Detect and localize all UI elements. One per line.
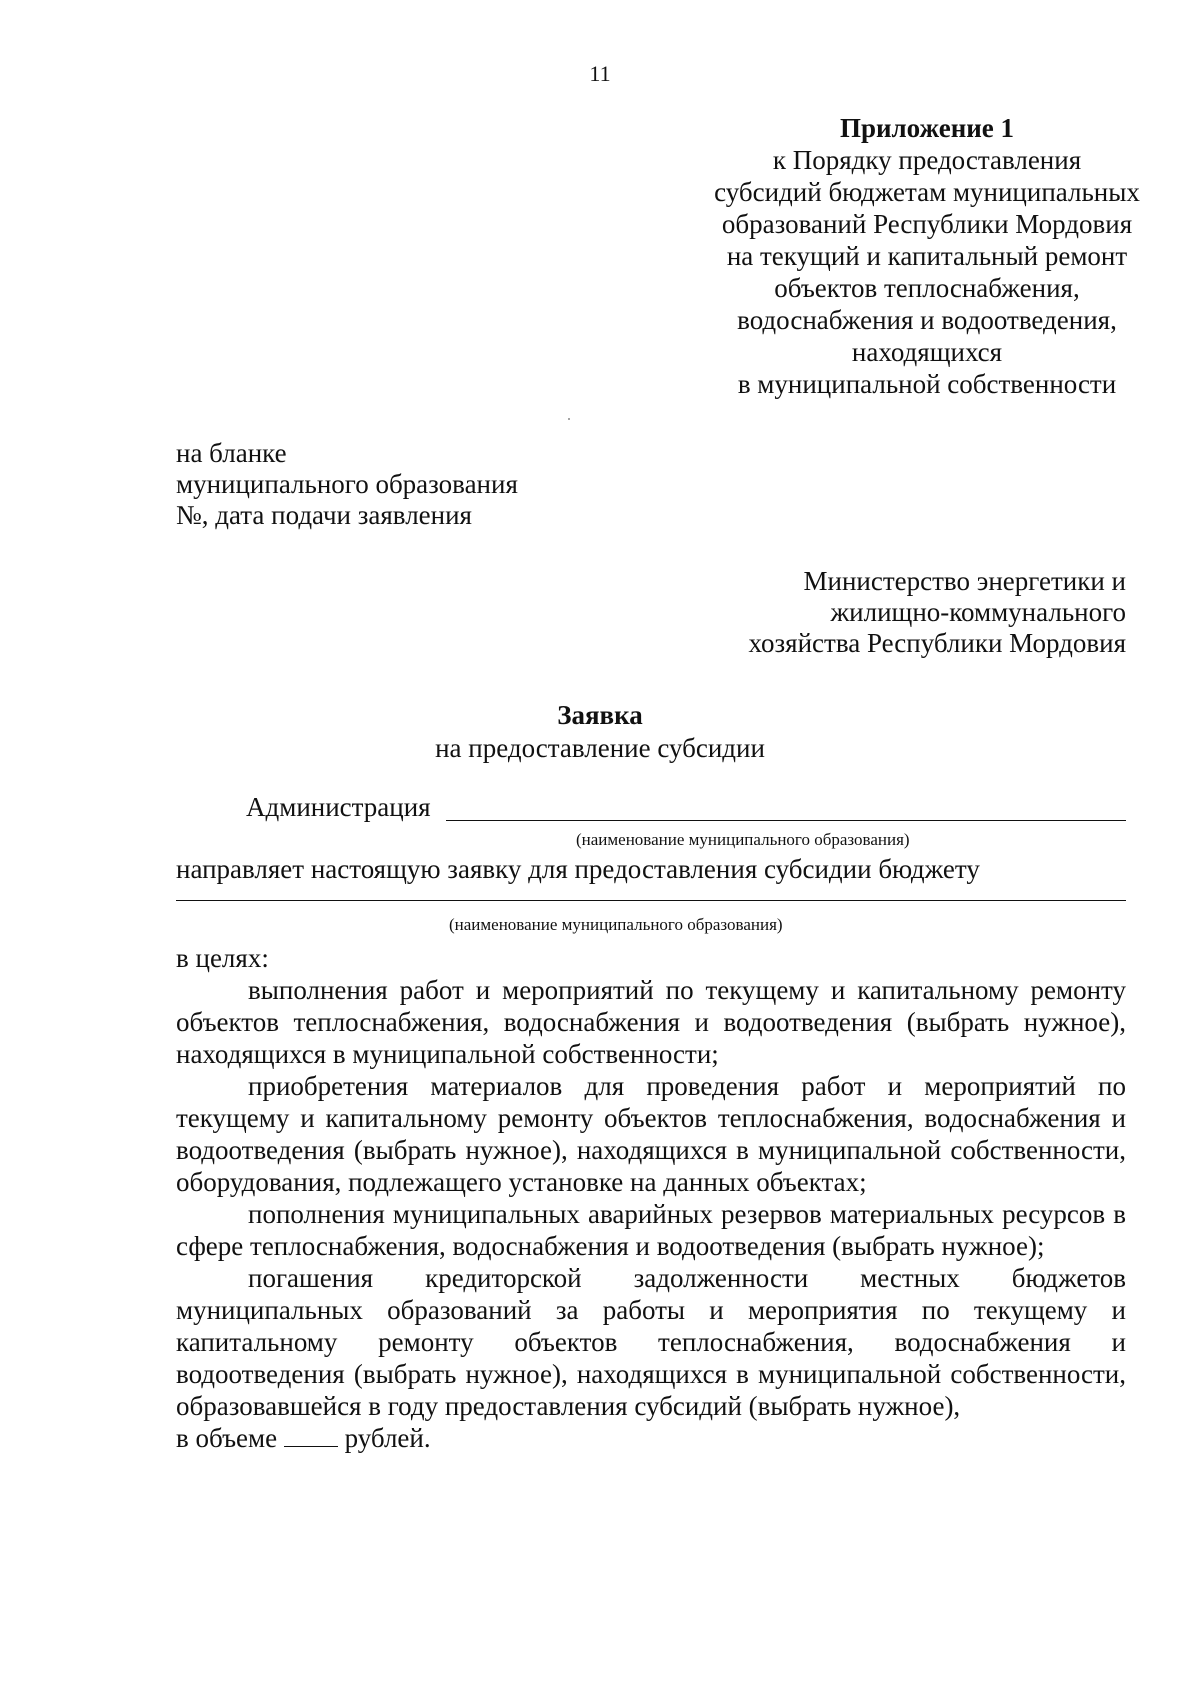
goal-paragraph: пополнения муниципальных аварийных резервов материальных ресурсов в сфере теплоснабжения, водоснабжения и водоотведения (выбрать нужное); xyxy=(176,1199,1126,1261)
goal-paragraph: приобретения материалов для проведения работ и мероприятий по текущему и капитальному ремонту объектов теплоснабжения, водоснабжения и водоотведения (выбрать нужное), находящихся в муниципальной собственности, оборудования, подлежащего установке на данных объектах; xyxy=(176,1071,1126,1197)
letterhead-note xyxy=(176,438,736,531)
recipient-line: хозяйства Республики Мордовия xyxy=(748,628,1126,658)
volume-suffix: рублей. xyxy=(344,1423,431,1453)
sends-statement: направляет настоящую заявку для предоставления субсидии бюджету xyxy=(176,854,980,884)
administration-name-field[interactable] xyxy=(446,820,1126,821)
volume-line xyxy=(176,1422,1126,1454)
goals-label: в целях: xyxy=(176,943,269,973)
field-caption: (наименование муниципального образования) xyxy=(576,830,910,849)
appendix-line: объектов теплоснабжения, xyxy=(774,273,1080,303)
goal-paragraph: выполнения работ и мероприятий по текущему и капитальному ремонту объектов теплоснабжения, водоснабжения и водоотведения (выбрать нужное), находящихся в муниципальной собственности; xyxy=(176,975,1126,1069)
appendix-line: на текущий и капитальный ремонт xyxy=(726,241,1128,271)
application-body xyxy=(176,942,1126,1454)
appendix-line: в муниципальной собственности xyxy=(737,369,1117,399)
administration-row xyxy=(246,792,1126,828)
recipient-line: Министерство энергетики и xyxy=(803,566,1126,596)
appendix-line: субсидий бюджетам муниципальных xyxy=(714,177,1140,207)
administration-label: Администрация xyxy=(246,792,431,822)
letterhead-line: муниципального образования xyxy=(176,469,518,499)
appendix-line: к Порядку предоставления xyxy=(772,145,1082,175)
appendix-line: водоснабжения и водоотведения, xyxy=(737,305,1117,335)
recipient-line: жилищно-коммунального xyxy=(830,597,1126,627)
page-number: 11 xyxy=(589,61,611,86)
field-caption: (наименование муниципального образования) xyxy=(449,915,783,934)
appendix-line: находящихся xyxy=(851,337,1003,367)
recipient-block xyxy=(566,566,1126,659)
document-heading xyxy=(0,700,1200,764)
budget-name-field[interactable] xyxy=(176,900,1126,901)
amount-field[interactable] xyxy=(284,1426,338,1447)
letterhead-line: на бланке xyxy=(176,438,287,468)
document-title: Заявка xyxy=(557,700,643,730)
appendix-line: образований Республики Мордовия xyxy=(721,209,1133,239)
volume-prefix: в объеме xyxy=(176,1423,278,1453)
appendix-title: Приложение 1 xyxy=(839,113,1015,143)
document-subtitle: на предоставление субсидии xyxy=(435,733,765,763)
letterhead-line: №, дата подачи заявления xyxy=(176,500,472,530)
scan-speck xyxy=(568,418,570,420)
goal-paragraph: погашения кредиторской задолженности местных бюджетов муниципальных образований за работы и мероприятия по текущему и капитальному ремонту объектов теплоснабжения, водоснабжения и водоотведения (выбрать нужное), находящихся в муниципальной собственности, образовавшейся в году предоставления субсидий (выбрать нужное), xyxy=(176,1263,1126,1421)
appendix-header xyxy=(612,112,1200,400)
